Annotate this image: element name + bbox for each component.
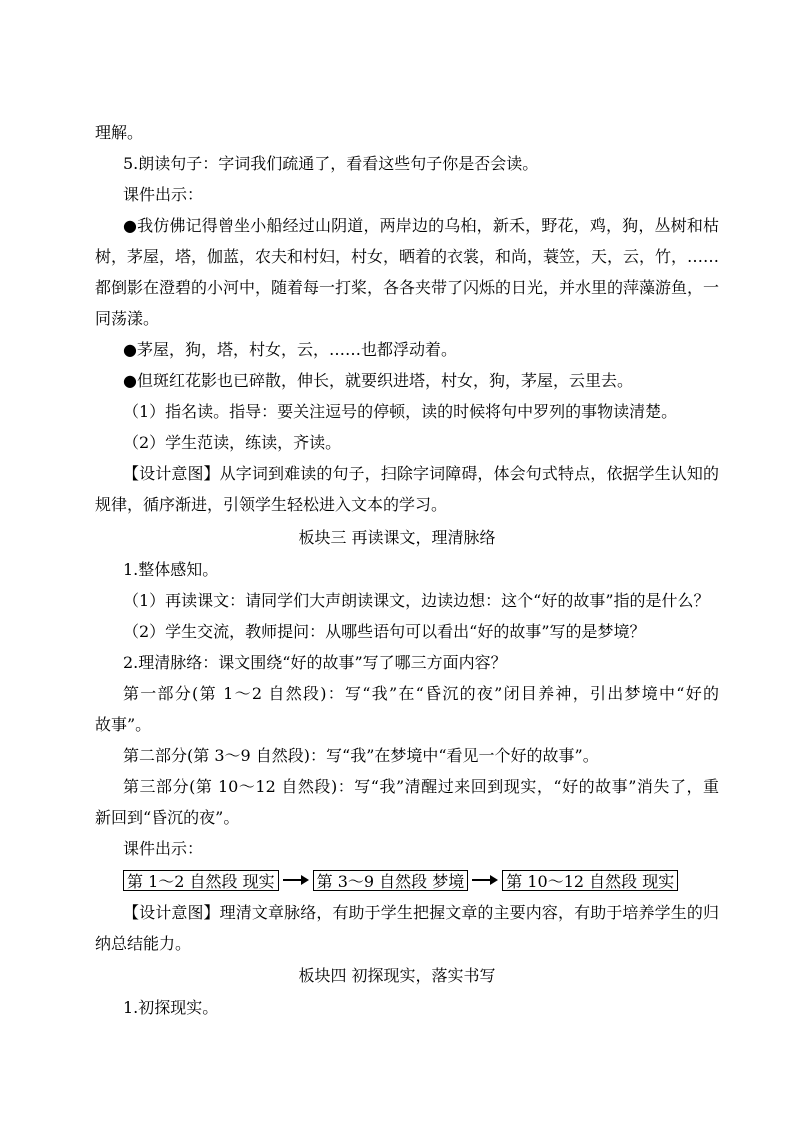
quote-sentence-2: ●茅屋，狗，塔，村女，云，……也都浮动着。 bbox=[123, 340, 457, 359]
courseware-label: 课件出示： bbox=[123, 185, 204, 204]
section-heading-3: 板块三 再读课文，理清脉络 bbox=[298, 528, 496, 547]
quote-sentence-3: ●但斑红花影也已碎散，伸长，就要织进塔，村女，狗，茅屋，云里去。 bbox=[123, 371, 633, 390]
design-intent-line2: 规律，循序渐进，引领学生轻松进入文本的学习。 bbox=[95, 495, 448, 514]
design-intent-2-line1: 【设计意图】理清文章脉络，有助于学生把握文章的主要内容，有助于培养学生的归 bbox=[123, 903, 719, 922]
discussion-question: （2）学生交流，教师提问：从哪些语句可以看出“好的故事”写的是梦境？ bbox=[123, 622, 646, 641]
overall-perception: 1.整体感知。 bbox=[123, 560, 219, 579]
quote-sentence-1-line1: ●我仿佛记得曾坐小船经过山阴道，两岸边的乌桕，新禾，野花，鸡，狗，丛树和枯 bbox=[123, 216, 719, 235]
part-three-line1: 第三部分(第 10～12 自然段)：写“我”清醒过来回到现实，“好的故事”消失了，重 bbox=[123, 777, 719, 796]
right-arrow-icon bbox=[282, 873, 310, 887]
guidance-step-1: （1）指名读。指导：要关注逗号的停顿，读的时候将句中罗列的事物读清楚。 bbox=[123, 402, 678, 421]
initial-exploration: 1.初探现实。 bbox=[123, 998, 219, 1017]
design-intent-2-line2: 纳总结能力。 bbox=[95, 934, 192, 953]
part-three-line2: 新回到“昏沉的夜”。 bbox=[95, 808, 240, 827]
quote-sentence-1-line3: 都倒影在澄碧的小河中，随着每一打桨，各各夹带了闪烁的日光，并水里的萍藻游鱼，一 bbox=[95, 278, 720, 297]
courseware-label-2: 课件出示： bbox=[123, 839, 204, 858]
flow-box-dream: 第 3～9 自然段 梦境 bbox=[313, 870, 469, 891]
reread-question: （1）再读课文：请同学们大声朗读课文，边读边想：这个“好的故事”指的是什么？ bbox=[123, 591, 710, 610]
part-two: 第二部分(第 3～9 自然段)：写“我”在梦境中“看见一个好的故事”。 bbox=[123, 746, 599, 765]
reading-task-text: 5.朗读句子：字词我们疏通了，看看这些句子你是否会读。 bbox=[123, 154, 539, 173]
design-intent-line1: 【设计意图】从字词到难读的句子，扫除字词障碍，体会句式特点，依据学生认知的 bbox=[123, 464, 719, 483]
structure-flow-diagram bbox=[123, 867, 678, 893]
flow-box-reality-start: 第 1～2 自然段 现实 bbox=[123, 870, 279, 891]
structure-question: 2.理清脉络：课文围绕“好的故事”写了哪三方面内容？ bbox=[123, 653, 507, 672]
right-arrow-icon bbox=[471, 873, 499, 887]
paragraph-line: 理解。 bbox=[95, 123, 144, 142]
quote-sentence-1-line4: 同荡漾。 bbox=[95, 309, 160, 328]
flow-box-reality-end: 第 10～12 自然段 现实 bbox=[502, 870, 678, 891]
section-heading-4: 板块四 初探现实，落实书写 bbox=[298, 966, 496, 985]
guidance-step-2: （2）学生范读，练读，齐读。 bbox=[123, 433, 342, 452]
quote-sentence-1-line2: 树，茅屋，塔，伽蓝，农夫和村妇，村女，晒着的衣裳，和尚，蓑笠，天，云，竹，…… bbox=[95, 247, 720, 266]
part-one-line2: 故事”。 bbox=[95, 715, 152, 734]
part-one-line1: 第一部分(第 1～2 自然段)：写“我”在“昏沉的夜”闭目养神，引出梦境中“好的 bbox=[123, 684, 719, 703]
